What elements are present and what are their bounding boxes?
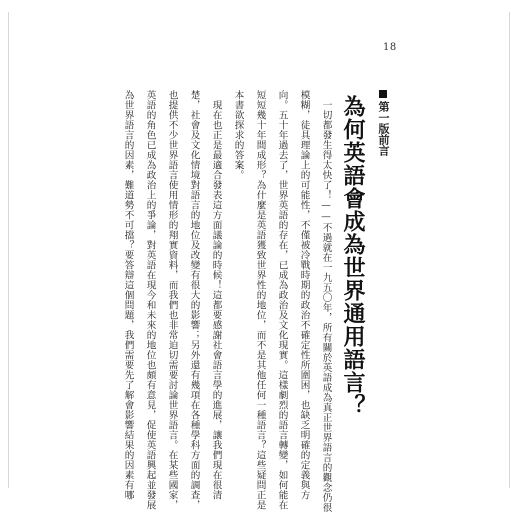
- square-bullet-icon: [379, 90, 387, 98]
- body-line: 向。五十年過去了，世界英語的存在，已成為政治及文化現實。這樣劇烈的語言轉變，如何能在: [276, 90, 288, 510]
- chapter-title: 為何英語會成為世界通用語言？: [340, 95, 366, 417]
- page-number: 18: [383, 42, 397, 53]
- body-line: 現在也正是最適合發表這方面議論的時候！這都要感謝社會語言學的進展，讓我們現在很清: [210, 100, 222, 500]
- section-label-group: [378, 90, 389, 156]
- body-line: 一切都發生得太快了！——不過就在一九五〇年，所有關於英語成為真正世界語言的觀念仍很: [320, 100, 332, 513]
- page-edge-left: [8, 12, 9, 488]
- body-line: 本書欲探求的答案。: [232, 90, 244, 180]
- body-line: 短短幾十年間成形？為什麼是英語獲致世界性的地位，而不是其他任何一種語言？這些疑問正是: [254, 90, 266, 510]
- page-edge-right: [509, 12, 510, 488]
- body-line: 楚，社會及文化情境對語言的地位及改變有很大的影響；另外還有幾項在各種學科方面的調查，: [188, 90, 200, 510]
- body-line: 模糊，徒具理論上的可能性，不僅被冷戰時期的政治不確定性所圍困，也缺乏明確的定義與方: [298, 90, 310, 500]
- body-line: 英語的角色已成為政治上的爭論，對英語在現今和未來的地位也頗有意見，促使英語興起並發展: [144, 90, 156, 510]
- body-line: 為世界語言的因素，難道勢不可擋？要答辯這個問題，我們需要先了解會影響結果的因素有哪: [122, 90, 134, 500]
- body-line: 也提供不少世界語言使用情形的翔實資料，而我們也非常迫切需要討論世界語言。在某些國家，: [166, 90, 178, 510]
- section-label: 第一版前言: [377, 101, 390, 156]
